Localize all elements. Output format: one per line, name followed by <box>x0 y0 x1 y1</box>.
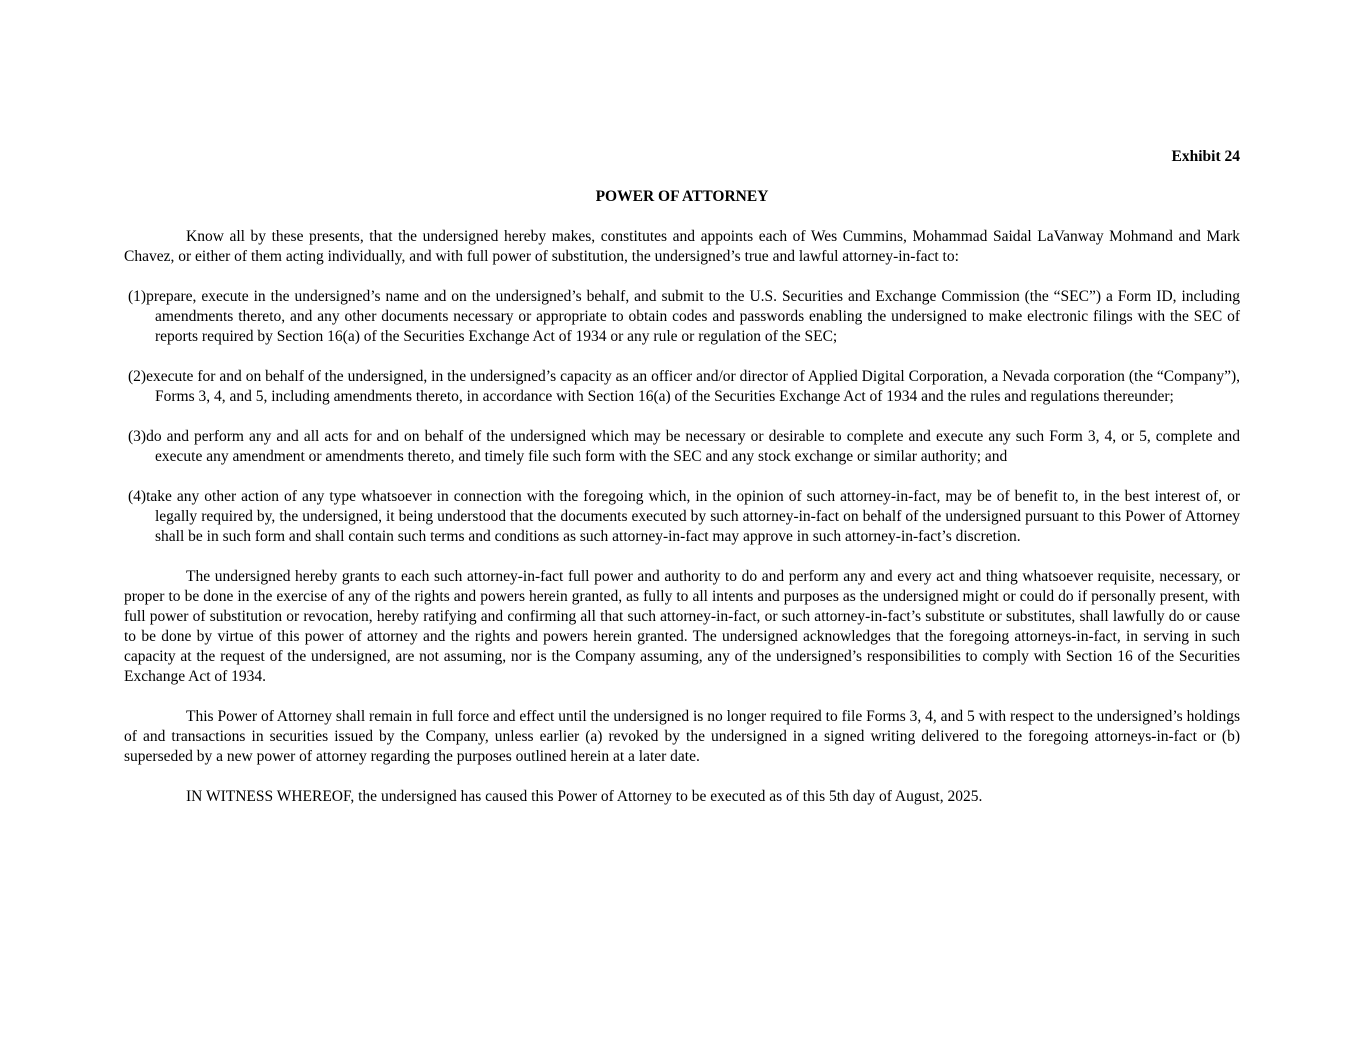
list-item <box>128 427 1240 467</box>
grant-paragraph: The undersigned hereby grants to each such attorney-in-fact full power and authority to do and perform any and every act and thing whatsoever requisite, necessary, or proper to be done in the exercise of any of the rights and powers herein granted, as fully to all intents and purposes as the undersigned might or could do if personally present, with full power of substitution or revocation, hereby ratifying and confirming all that such attorney-in-fact, or such attorney-in-fact’s substitute or substitutes, shall lawfully do or cause to be done by virtue of this power of attorney and the rights and powers herein granted. The undersigned acknowledges that the foregoing attorneys-in-fact, in serving in such capacity at the request of the undersigned, are not assuming, nor is the Company assuming, any of the undersigned’s responsibilities to comply with Section 16 of the Securities Exchange Act of 1934. <box>124 568 1240 685</box>
list-item <box>128 287 1240 347</box>
list-item-text: take any other action of any type whatsoever in connection with the foregoing which, in the opinion of such attorney-in-fact, may be of benefit to, in the best interest of, or legally required by, the undersigned, it being understood that the documents executed by such attorney-in-fact on behalf of the undersigned pursuant to this Power of Attorney shall be in such form and shall contain such terms and conditions as such attorney-in-fact may approve in such attorney-in-fact’s discretion. <box>146 488 1240 545</box>
document-content <box>124 147 1240 807</box>
exhibit-label: Exhibit 24 <box>1171 148 1240 165</box>
list-item-text: do and perform any and all acts for and on behalf of the undersigned which may be necessary or desirable to complete and execute any such Form 3, 4, or 5, complete and execute any amendment or amendments thereto, and timely file such form with the SEC and any stock exchange or similar authority; and <box>146 428 1240 465</box>
list-item-number: (2) <box>128 368 147 385</box>
numbered-list <box>124 287 1240 547</box>
list-item-text: execute for and on behalf of the undersigned, in the undersigned’s capacity as an officer and/or director of Applied Digital Corporation, a Nevada corporation (the “Company”), Forms 3, 4, and 5, including amendments thereto, in accordance with Section 16(a) of the Securities Exchange Act of 1934 and the rules and regulations thereunder; <box>146 368 1240 405</box>
list-item-number: (3) <box>128 428 147 445</box>
page-title: POWER OF ATTORNEY <box>595 188 769 205</box>
list-item-number: (4) <box>128 488 147 505</box>
witness-paragraph: IN WITNESS WHEREOF, the undersigned has caused this Power of Attorney to be executed as of this 5th day of August, 2025. <box>186 788 983 805</box>
intro-paragraph: Know all by these presents, that the undersigned hereby makes, constitutes and appoints each of Wes Cummins, Mohammad Saidal LaVanway Mohmand and Mark Chavez, or either of them acting individually, and with full power of substitution, the undersigned’s true and lawful attorney-in-fact to: <box>124 228 1240 265</box>
list-item-text: prepare, execute in the undersigned’s name and on the undersigned’s behalf, and submit to the U.S. Securities and Exchange Commission (the “SEC”) a Form ID, including amendments thereto, and any other documents necessary or appropriate to obtain codes and passwords enabling the undersigned to make electronic filings with the SEC of reports required by Section 16(a) of the Securities Exchange Act of 1934 or any rule or regulation of the SEC; <box>146 288 1240 345</box>
list-item <box>128 367 1240 407</box>
list-item-number: (1) <box>128 288 147 305</box>
duration-paragraph: This Power of Attorney shall remain in full force and effect until the undersigned is no longer required to file Forms 3, 4, and 5 with respect to the undersigned’s holdings of and transactions in securities issued by the Company, unless earlier (a) revoked by the undersigned in a signed writing delivered to the foregoing attorneys-in-fact or (b) superseded by a new power of attorney regarding the purposes outlined herein at a later date. <box>124 708 1240 765</box>
list-item <box>128 487 1240 547</box>
